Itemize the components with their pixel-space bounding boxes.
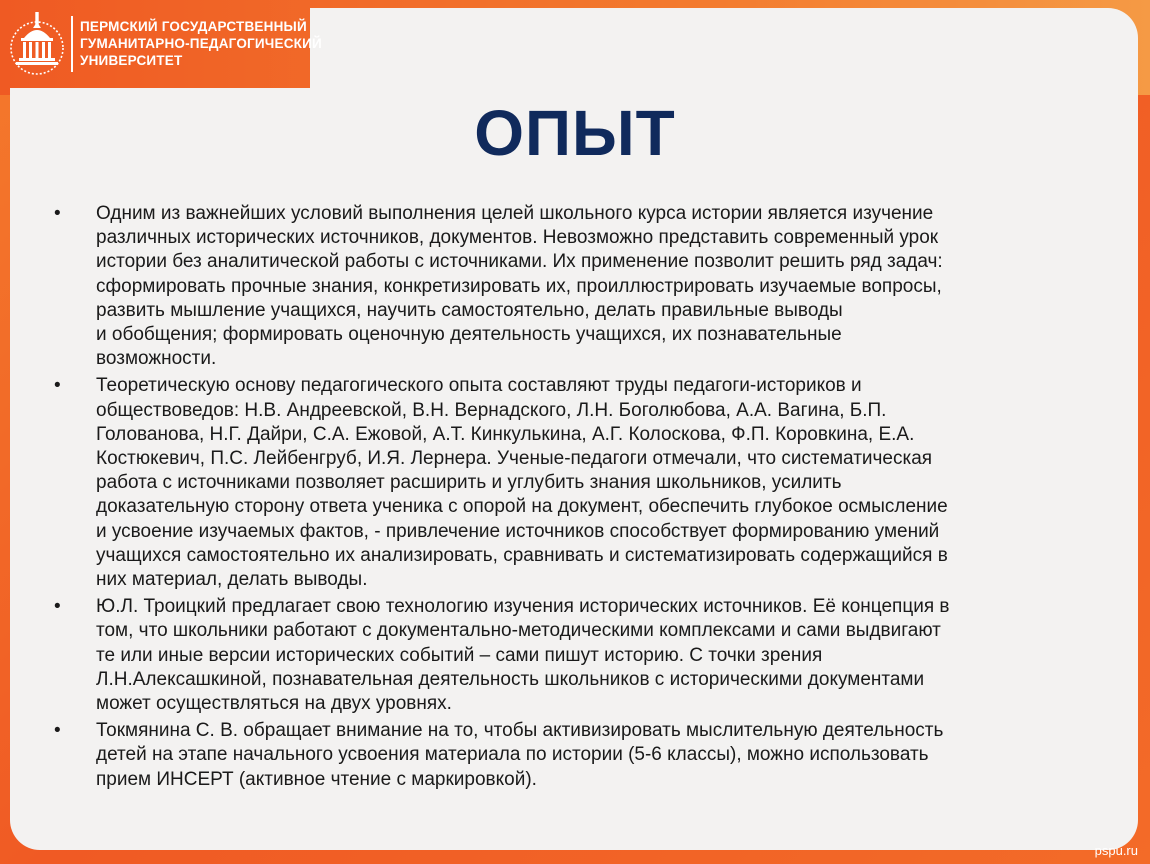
bullet-text-line: обществоведов: Н.В. Андреевской, В.Н. Вернадского, Л.Н. Боголюбова, А.А. Вагина, Б.П. [96, 399, 887, 421]
bullet-text-line: работа с источниками позволяет расширить и углубить знания школьников, усилить [96, 472, 842, 494]
bullet-text-line: доказательную сторону ответа ученика с опорой на документ, обеспечить глубокое осмысление [96, 496, 948, 518]
bullet-text-line: и усвоение изучаемых фактов, - привлечение источников способствует формированию умений [96, 520, 940, 542]
bullet-item [52, 202, 1106, 371]
bullet-text-line: может осуществляться на двух уровнях. [96, 693, 452, 715]
bullet-text-line: развить мышление учащихся, научить самостоятельно, делать правильные выводы [96, 299, 843, 321]
bullet-text-line: них материал, делать выводы. [96, 569, 368, 591]
bullet-text-line: те или иные версии исторических событий – сами пишут историю. С точки зрения [96, 644, 823, 666]
bullet-text-line: учащихся самостоятельно их анализировать, сравнивать и систематизировать содержащийся в [96, 544, 948, 566]
footer-site: pspu.ru [1094, 843, 1138, 858]
university-building-icon [8, 8, 66, 82]
bullet-marker: • [54, 720, 61, 742]
bullet-text-line: Костюкевич, П.С. Лейбенгруб, И.Я. Лернера. Ученые-педагоги отмечали, что систематическая [96, 448, 933, 470]
university-name-line: ГУМАНИТАРНО-ПЕДАГОГИЧЕСКИЙ [80, 36, 322, 51]
bullet-list [52, 202, 1106, 795]
bullet-text-line: истории без аналитической работы с источниками. Их применение позволит решить ряд задач: [96, 251, 943, 273]
bullet-text-line: различных исторических источников, документов. Невозможно представить современный урок [96, 227, 939, 249]
university-name-line: ПЕРМСКИЙ ГОСУДАРСТВЕННЫЙ [80, 19, 307, 34]
slide-title: ОПЫТ [474, 97, 676, 169]
bullet-text-line: Одним из важнейших условий выполнения целей школьного курса истории является изучение [96, 203, 934, 224]
bullet-marker: • [54, 375, 61, 397]
header-divider [71, 16, 73, 72]
bullet-text-line: и обобщения; формировать оценочную деятельность учащихся, их познавательные [96, 324, 842, 346]
university-name-line: УНИВЕРСИТЕТ [80, 53, 183, 68]
bullet-text-line: Токмянина С. В. обращает внимание на то, чтобы активизировать мыслительную деятельность [96, 720, 944, 742]
bullet-text-line: Л.Н.Алексашкиной, познавательная деятельность школьников с историческими документами [96, 668, 925, 690]
university-name [80, 18, 322, 69]
bullet-item [52, 374, 1106, 592]
bullet-marker: • [54, 203, 61, 224]
bullet-text-line: возможности. [96, 348, 217, 370]
bullet-marker: • [54, 596, 61, 618]
bullet-text-line: сформировать прочные знания, конкретизировать их, проиллюстрировать изучаемые вопросы, [96, 275, 942, 297]
bullet-text-line: детей на этапе начального усвоения материала по истории (5-6 классы), можно использовать [96, 744, 929, 766]
bullet-text-line: Ю.Л. Троицкий предлагает свою технологию изучения исторических источников. Её концепция в [96, 596, 950, 618]
bullet-item [52, 719, 1106, 792]
bullet-text-line: прием ИНСЕРТ (активное чтение с маркировкой). [96, 768, 537, 790]
bullet-item [52, 595, 1106, 716]
bullet-text-line: Голованова, Н.Г. Дайри, С.А. Ежовой, А.Т. Кинкулькина, А.Г. Колоскова, Ф.П. Коровкина, Е.А. [96, 423, 915, 445]
bullet-text-line: Теоретическую основу педагогического опыта составляют труды педагоги-историков и [96, 375, 862, 397]
bullet-text-line: том, что школьники работают с документально-методическими комплексами и сами выдвигают [96, 620, 941, 642]
